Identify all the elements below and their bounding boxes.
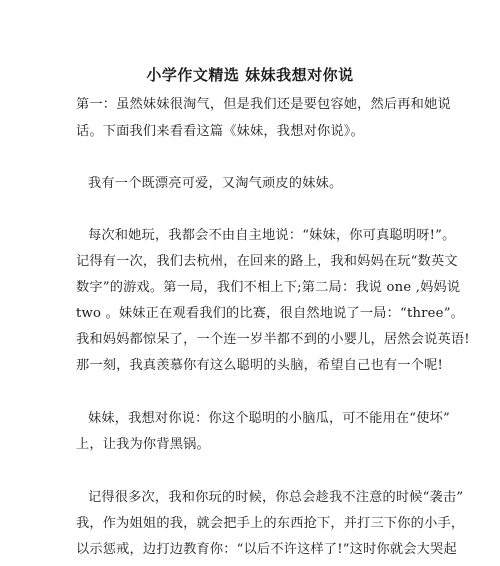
paragraph-1-line-1: 第一：虽然妹妹很淘气，但是我们还是要包容她，然后再和她说 xyxy=(76,97,451,112)
paragraph-3-line-6: 那一刻，我真羡慕你有这么聪明的头脑，希望自己也有一个呢! xyxy=(76,358,443,373)
paragraph-5-line-3: 以示惩戒，边打边教育你：“以后不许这样了!”这时你就会大哭起 xyxy=(76,542,457,557)
paragraph-3-line-5: 我和妈妈都惊呆了，一个连一岁半都不到的小婴儿，居然会说英语! xyxy=(76,332,470,347)
paragraph-3-line-1: 每次和她玩，我都会不由自主地说：“妹妹，你可真聪明呀!”。 xyxy=(88,228,456,243)
document-title: 小学作文精选 妹妹我想对你说 xyxy=(146,66,354,84)
paragraph-4-line-1: 妹妹，我想对你说：你这个聪明的小脑瓜，可不能用在“使坏” xyxy=(88,411,450,426)
paragraph-5-line-2: 我，作为姐姐的我，就会把手上的东西抢下，并打三下你的小手， xyxy=(76,516,465,531)
paragraph-3-line-4: two 。妹妹正在观看我们的比赛，很自然地说了一局：“three”。 xyxy=(76,306,465,321)
paragraph-2-line-1: 我有一个既漂亮可爱，又淘气顽皮的妹妹。 xyxy=(88,176,343,191)
paragraph-5-line-1: 记得很多次，我和你玩的时候，你总会趁我不注意的时候“袭击” xyxy=(88,490,464,505)
paragraph-3-line-2: 记得有一次，我们去杭州，在回来的路上，我和妈妈在玩“数英文 xyxy=(76,254,458,269)
paragraph-3-line-3: 数字”的游戏。第一局，我们不相上下;第二局：我说 one ,妈妈说 xyxy=(76,280,461,295)
paragraph-4-line-2: 上，让我为你背黑锅。 xyxy=(76,437,210,452)
paragraph-1-line-2: 话。下面我们来看看这篇《妹妹，我想对你说》。 xyxy=(76,124,364,139)
